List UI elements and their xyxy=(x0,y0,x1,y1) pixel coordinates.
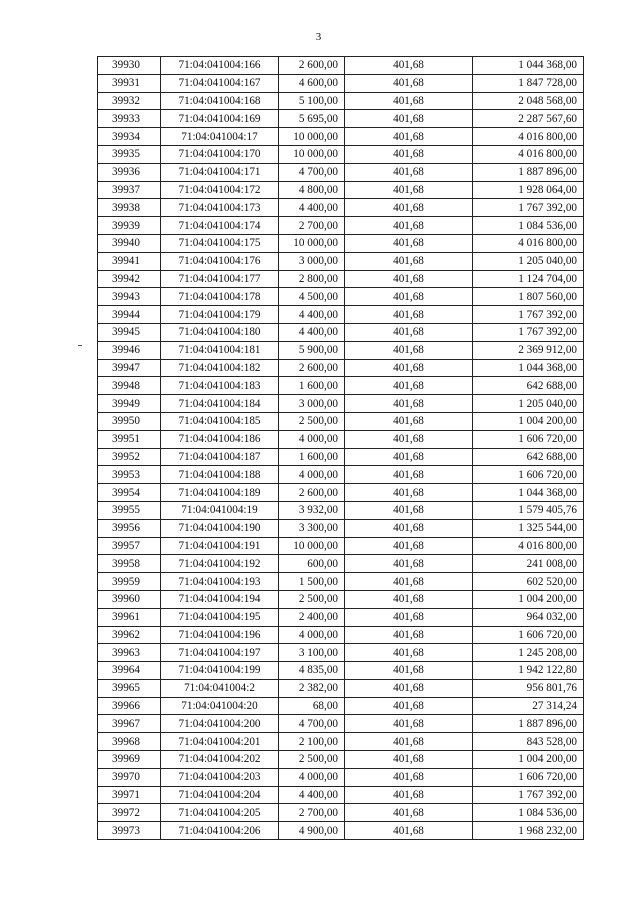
cadastral-number-cell: 71:04:041004:196 xyxy=(161,626,279,644)
area-cell: 1 500,00 xyxy=(279,573,345,591)
cadastral-number-cell: 71:04:041004:206 xyxy=(161,822,279,840)
row-number-cell: 39933 xyxy=(98,110,161,128)
rate-cell: 401,68 xyxy=(345,573,473,591)
table-row xyxy=(98,644,584,662)
table-row xyxy=(98,804,584,822)
area-cell: 1 600,00 xyxy=(279,448,345,466)
value-cell: 27 314,24 xyxy=(473,697,584,715)
table-row xyxy=(98,412,584,430)
value-cell: 642 688,00 xyxy=(473,448,584,466)
value-cell: 1 579 405,76 xyxy=(473,501,584,519)
value-cell: 1 606 720,00 xyxy=(473,626,584,644)
rate-cell: 401,68 xyxy=(345,786,473,804)
value-cell: 1 044 368,00 xyxy=(473,484,584,502)
row-number-cell: 39956 xyxy=(98,519,161,537)
cadastral-number-cell: 71:04:041004:193 xyxy=(161,573,279,591)
area-cell: 2 700,00 xyxy=(279,217,345,235)
rate-cell: 401,68 xyxy=(345,555,473,573)
row-number-cell: 39945 xyxy=(98,323,161,341)
cadastral-number-cell: 71:04:041004:175 xyxy=(161,234,279,252)
row-number-cell: 39955 xyxy=(98,501,161,519)
rate-cell: 401,68 xyxy=(345,590,473,608)
area-cell: 2 100,00 xyxy=(279,733,345,751)
row-number-cell: 39940 xyxy=(98,234,161,252)
area-cell: 4 000,00 xyxy=(279,466,345,484)
cadastral-number-cell: 71:04:041004:174 xyxy=(161,217,279,235)
cadastral-number-cell: 71:04:041004:166 xyxy=(161,57,279,75)
row-number-cell: 39970 xyxy=(98,768,161,786)
rate-cell: 401,68 xyxy=(345,537,473,555)
cadastral-number-cell: 71:04:041004:17 xyxy=(161,128,279,146)
table-row xyxy=(98,448,584,466)
value-cell: 1 205 040,00 xyxy=(473,252,584,270)
rate-cell: 401,68 xyxy=(345,662,473,680)
row-number-cell: 39944 xyxy=(98,306,161,324)
table-row xyxy=(98,751,584,769)
table-row xyxy=(98,430,584,448)
rate-cell: 401,68 xyxy=(345,306,473,324)
row-number-cell: 39973 xyxy=(98,822,161,840)
table-row xyxy=(98,679,584,697)
rate-cell: 401,68 xyxy=(345,252,473,270)
page-number: 3 xyxy=(315,31,322,43)
row-number-cell: 39967 xyxy=(98,715,161,733)
cadastral-number-cell: 71:04:041004:176 xyxy=(161,252,279,270)
table-row xyxy=(98,57,584,75)
value-cell: 1 004 200,00 xyxy=(473,590,584,608)
value-cell: 956 801,76 xyxy=(473,679,584,697)
area-cell: 2 500,00 xyxy=(279,751,345,769)
rate-cell: 401,68 xyxy=(345,395,473,413)
cadastral-number-cell: 71:04:041004:178 xyxy=(161,288,279,306)
table-row xyxy=(98,359,584,377)
cadastral-number-cell: 71:04:041004:183 xyxy=(161,377,279,395)
row-number-cell: 39935 xyxy=(98,145,161,163)
area-cell: 2 600,00 xyxy=(279,359,345,377)
rate-cell: 401,68 xyxy=(345,768,473,786)
area-cell: 2 500,00 xyxy=(279,590,345,608)
table-row xyxy=(98,590,584,608)
row-number-cell: 39941 xyxy=(98,252,161,270)
table-row xyxy=(98,217,584,235)
cadastral-number-cell: 71:04:041004:191 xyxy=(161,537,279,555)
table-row xyxy=(98,733,584,751)
table-row xyxy=(98,252,584,270)
row-number-cell: 39969 xyxy=(98,751,161,769)
cadastral-number-cell: 71:04:041004:184 xyxy=(161,395,279,413)
table-row xyxy=(98,822,584,840)
row-number-cell: 39930 xyxy=(98,57,161,75)
value-cell: 1 044 368,00 xyxy=(473,359,584,377)
table-row xyxy=(98,163,584,181)
value-cell: 1 004 200,00 xyxy=(473,751,584,769)
rate-cell: 401,68 xyxy=(345,501,473,519)
row-number-cell: 39937 xyxy=(98,181,161,199)
table-row xyxy=(98,270,584,288)
table-row xyxy=(98,323,584,341)
rate-cell: 401,68 xyxy=(345,234,473,252)
value-cell: 1 942 122,80 xyxy=(473,662,584,680)
row-number-cell: 39943 xyxy=(98,288,161,306)
cadastral-number-cell: 71:04:041004:185 xyxy=(161,412,279,430)
cadastral-number-cell: 71:04:041004:180 xyxy=(161,323,279,341)
row-number-cell: 39931 xyxy=(98,74,161,92)
rate-cell: 401,68 xyxy=(345,644,473,662)
rate-cell: 401,68 xyxy=(345,679,473,697)
rate-cell: 401,68 xyxy=(345,733,473,751)
cadastral-number-cell: 71:04:041004:171 xyxy=(161,163,279,181)
row-number-cell: 39972 xyxy=(98,804,161,822)
value-cell: 2 369 912,00 xyxy=(473,341,584,359)
cadastral-number-cell: 71:04:041004:169 xyxy=(161,110,279,128)
value-cell: 1 084 536,00 xyxy=(473,217,584,235)
table-row xyxy=(98,484,584,502)
row-number-cell: 39947 xyxy=(98,359,161,377)
cadastral-number-cell: 71:04:041004:194 xyxy=(161,590,279,608)
table-row xyxy=(98,786,584,804)
rate-cell: 401,68 xyxy=(345,323,473,341)
area-cell: 4 835,00 xyxy=(279,662,345,680)
row-number-cell: 39963 xyxy=(98,644,161,662)
area-cell: 3 000,00 xyxy=(279,395,345,413)
cadastral-number-cell: 71:04:041004:173 xyxy=(161,199,279,217)
row-number-cell: 39968 xyxy=(98,733,161,751)
cadastral-number-cell: 71:04:041004:190 xyxy=(161,519,279,537)
area-cell: 5 695,00 xyxy=(279,110,345,128)
table-row xyxy=(98,306,584,324)
table-row xyxy=(98,608,584,626)
value-cell: 1 606 720,00 xyxy=(473,768,584,786)
row-number-cell: 39961 xyxy=(98,608,161,626)
area-cell: 10 000,00 xyxy=(279,128,345,146)
row-number-cell: 39966 xyxy=(98,697,161,715)
row-number-cell: 39971 xyxy=(98,786,161,804)
rate-cell: 401,68 xyxy=(345,466,473,484)
area-cell: 4 400,00 xyxy=(279,786,345,804)
area-cell: 2 800,00 xyxy=(279,270,345,288)
value-cell: 2 287 567,60 xyxy=(473,110,584,128)
rate-cell: 401,68 xyxy=(345,804,473,822)
cadastral-number-cell: 71:04:041004:181 xyxy=(161,341,279,359)
table-row xyxy=(98,573,584,591)
table-row xyxy=(98,395,584,413)
row-number-cell: 39950 xyxy=(98,412,161,430)
rate-cell: 401,68 xyxy=(345,57,473,75)
table-row xyxy=(98,466,584,484)
table-row xyxy=(98,145,584,163)
rate-cell: 401,68 xyxy=(345,715,473,733)
row-number-cell: 39946 xyxy=(98,341,161,359)
table-body xyxy=(98,57,584,840)
rate-cell: 401,68 xyxy=(345,430,473,448)
area-cell: 10 000,00 xyxy=(279,234,345,252)
rate-cell: 401,68 xyxy=(345,128,473,146)
row-number-cell: 39934 xyxy=(98,128,161,146)
table-row xyxy=(98,662,584,680)
cadastral-number-cell: 71:04:041004:188 xyxy=(161,466,279,484)
rate-cell: 401,68 xyxy=(345,163,473,181)
row-number-cell: 39959 xyxy=(98,573,161,591)
rate-cell: 401,68 xyxy=(345,92,473,110)
area-cell: 4 000,00 xyxy=(279,626,345,644)
table-row xyxy=(98,199,584,217)
rate-cell: 401,68 xyxy=(345,110,473,128)
value-cell: 1 325 544,00 xyxy=(473,519,584,537)
area-cell: 68,00 xyxy=(279,697,345,715)
value-cell: 1 606 720,00 xyxy=(473,430,584,448)
table-row xyxy=(98,377,584,395)
rate-cell: 401,68 xyxy=(345,697,473,715)
table-row xyxy=(98,626,584,644)
table-row xyxy=(98,110,584,128)
table-row xyxy=(98,697,584,715)
area-cell: 4 400,00 xyxy=(279,323,345,341)
area-cell: 4 000,00 xyxy=(279,768,345,786)
value-cell: 1 044 368,00 xyxy=(473,57,584,75)
table-row xyxy=(98,234,584,252)
table-row xyxy=(98,537,584,555)
row-number-cell: 39953 xyxy=(98,466,161,484)
rate-cell: 401,68 xyxy=(345,181,473,199)
area-cell: 3 000,00 xyxy=(279,252,345,270)
value-cell: 1 767 392,00 xyxy=(473,323,584,341)
value-cell: 1 807 560,00 xyxy=(473,288,584,306)
area-cell: 3 932,00 xyxy=(279,501,345,519)
row-number-cell: 39936 xyxy=(98,163,161,181)
row-number-cell: 39949 xyxy=(98,395,161,413)
area-cell: 4 700,00 xyxy=(279,715,345,733)
row-number-cell: 39957 xyxy=(98,537,161,555)
cadastral-number-cell: 71:04:041004:204 xyxy=(161,786,279,804)
cadastral-number-cell: 71:04:041004:192 xyxy=(161,555,279,573)
rate-cell: 401,68 xyxy=(345,288,473,306)
cadastral-number-cell: 71:04:041004:202 xyxy=(161,751,279,769)
cadastral-number-cell: 71:04:041004:186 xyxy=(161,430,279,448)
rate-cell: 401,68 xyxy=(345,359,473,377)
cadastral-number-cell: 71:04:041004:179 xyxy=(161,306,279,324)
row-number-cell: 39962 xyxy=(98,626,161,644)
row-number-cell: 39964 xyxy=(98,662,161,680)
value-cell: 4 016 800,00 xyxy=(473,128,584,146)
value-cell: 1 606 720,00 xyxy=(473,466,584,484)
value-cell: 1 004 200,00 xyxy=(473,412,584,430)
area-cell: 4 600,00 xyxy=(279,74,345,92)
row-number-cell: 39965 xyxy=(98,679,161,697)
value-cell: 843 528,00 xyxy=(473,733,584,751)
row-number-cell: 39951 xyxy=(98,430,161,448)
value-cell: 602 520,00 xyxy=(473,573,584,591)
area-cell: 1 600,00 xyxy=(279,377,345,395)
value-cell: 1 767 392,00 xyxy=(473,306,584,324)
table-row xyxy=(98,715,584,733)
area-cell: 4 000,00 xyxy=(279,430,345,448)
cadastral-number-cell: 71:04:041004:170 xyxy=(161,145,279,163)
cadastral-number-cell: 71:04:041004:205 xyxy=(161,804,279,822)
rate-cell: 401,68 xyxy=(345,822,473,840)
row-number-cell: 39960 xyxy=(98,590,161,608)
value-cell: 1 887 896,00 xyxy=(473,715,584,733)
area-cell: 4 500,00 xyxy=(279,288,345,306)
value-cell: 4 016 800,00 xyxy=(473,537,584,555)
rate-cell: 401,68 xyxy=(345,412,473,430)
value-cell: 964 032,00 xyxy=(473,608,584,626)
row-number-cell: 39932 xyxy=(98,92,161,110)
row-number-cell: 39954 xyxy=(98,484,161,502)
cadastral-number-cell: 71:04:041004:20 xyxy=(161,697,279,715)
cadastral-number-cell: 71:04:041004:203 xyxy=(161,768,279,786)
row-number-cell: 39958 xyxy=(98,555,161,573)
row-number-cell: 39938 xyxy=(98,199,161,217)
value-cell: 1 124 704,00 xyxy=(473,270,584,288)
rate-cell: 401,68 xyxy=(345,608,473,626)
rate-cell: 401,68 xyxy=(345,270,473,288)
rate-cell: 401,68 xyxy=(345,217,473,235)
area-cell: 10 000,00 xyxy=(279,145,345,163)
value-cell: 1 968 232,00 xyxy=(473,822,584,840)
area-cell: 3 100,00 xyxy=(279,644,345,662)
cadastral-number-cell: 71:04:041004:197 xyxy=(161,644,279,662)
value-cell: 1 205 040,00 xyxy=(473,395,584,413)
table-row xyxy=(98,768,584,786)
cadastral-number-cell: 71:04:041004:172 xyxy=(161,181,279,199)
cadastral-number-cell: 71:04:041004:200 xyxy=(161,715,279,733)
cadastral-number-cell: 71:04:041004:167 xyxy=(161,74,279,92)
rate-cell: 401,68 xyxy=(345,377,473,395)
table-row xyxy=(98,555,584,573)
rate-cell: 401,68 xyxy=(345,626,473,644)
value-cell: 241 008,00 xyxy=(473,555,584,573)
cadastral-number-cell: 71:04:041004:2 xyxy=(161,679,279,697)
area-cell: 2 600,00 xyxy=(279,57,345,75)
area-cell: 4 400,00 xyxy=(279,199,345,217)
value-cell: 1 847 728,00 xyxy=(473,74,584,92)
value-cell: 1 245 208,00 xyxy=(473,644,584,662)
value-cell: 1 084 536,00 xyxy=(473,804,584,822)
value-cell: 1 767 392,00 xyxy=(473,199,584,217)
area-cell: 10 000,00 xyxy=(279,537,345,555)
rate-cell: 401,68 xyxy=(345,448,473,466)
area-cell: 2 500,00 xyxy=(279,412,345,430)
margin-mark xyxy=(78,345,82,346)
cadastral-number-cell: 71:04:041004:195 xyxy=(161,608,279,626)
table-row xyxy=(98,341,584,359)
rate-cell: 401,68 xyxy=(345,519,473,537)
area-cell: 600,00 xyxy=(279,555,345,573)
cadastral-number-cell: 71:04:041004:19 xyxy=(161,501,279,519)
cadastral-table xyxy=(97,56,584,840)
rate-cell: 401,68 xyxy=(345,74,473,92)
area-cell: 2 700,00 xyxy=(279,804,345,822)
cadastral-number-cell: 71:04:041004:182 xyxy=(161,359,279,377)
row-number-cell: 39942 xyxy=(98,270,161,288)
value-cell: 4 016 800,00 xyxy=(473,145,584,163)
table-row xyxy=(98,181,584,199)
value-cell: 4 016 800,00 xyxy=(473,234,584,252)
rate-cell: 401,68 xyxy=(345,199,473,217)
area-cell: 5 900,00 xyxy=(279,341,345,359)
table-row xyxy=(98,74,584,92)
area-cell: 4 800,00 xyxy=(279,181,345,199)
area-cell: 5 100,00 xyxy=(279,92,345,110)
value-cell: 1 887 896,00 xyxy=(473,163,584,181)
value-cell: 642 688,00 xyxy=(473,377,584,395)
cadastral-number-cell: 71:04:041004:189 xyxy=(161,484,279,502)
area-cell: 4 400,00 xyxy=(279,306,345,324)
value-cell: 1 767 392,00 xyxy=(473,786,584,804)
area-cell: 4 900,00 xyxy=(279,822,345,840)
value-cell: 1 928 064,00 xyxy=(473,181,584,199)
cadastral-number-cell: 71:04:041004:201 xyxy=(161,733,279,751)
table-row xyxy=(98,501,584,519)
area-cell: 2 600,00 xyxy=(279,484,345,502)
area-cell: 2 382,00 xyxy=(279,679,345,697)
cadastral-number-cell: 71:04:041004:199 xyxy=(161,662,279,680)
area-cell: 2 400,00 xyxy=(279,608,345,626)
row-number-cell: 39952 xyxy=(98,448,161,466)
cadastral-number-cell: 71:04:041004:177 xyxy=(161,270,279,288)
rate-cell: 401,68 xyxy=(345,341,473,359)
cadastral-number-cell: 71:04:041004:187 xyxy=(161,448,279,466)
rate-cell: 401,68 xyxy=(345,145,473,163)
table-row xyxy=(98,288,584,306)
row-number-cell: 39939 xyxy=(98,217,161,235)
area-cell: 4 700,00 xyxy=(279,163,345,181)
rate-cell: 401,68 xyxy=(345,484,473,502)
value-cell: 2 048 568,00 xyxy=(473,92,584,110)
rate-cell: 401,68 xyxy=(345,751,473,769)
area-cell: 3 300,00 xyxy=(279,519,345,537)
table-row xyxy=(98,519,584,537)
table-row xyxy=(98,92,584,110)
cadastral-number-cell: 71:04:041004:168 xyxy=(161,92,279,110)
row-number-cell: 39948 xyxy=(98,377,161,395)
table-row xyxy=(98,128,584,146)
